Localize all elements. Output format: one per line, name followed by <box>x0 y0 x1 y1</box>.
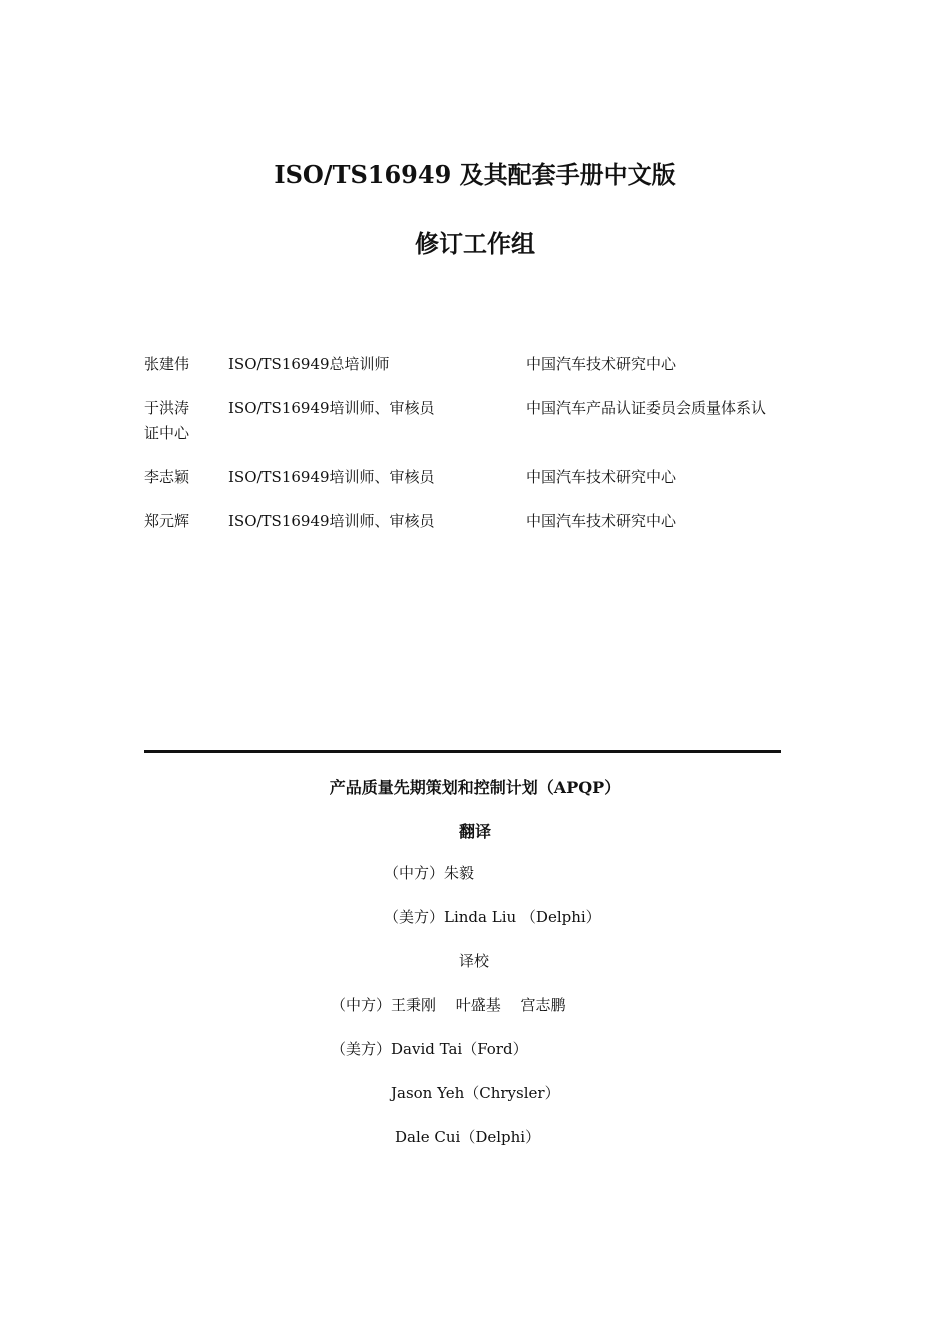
proofreader-line: （美方）David Tai（Ford） <box>331 1040 528 1058</box>
proofreader-line: Jason Yeh（Chrysler） <box>391 1084 560 1102</box>
member-role: ISO/TS16949培训师、审核员 <box>228 399 435 417</box>
document-subtitle: 修订工作组 <box>415 229 535 258</box>
member-organization: 中国汽车产品认证委员会质量体系认 <box>526 399 767 417</box>
member-name: 于洪涛 <box>144 399 190 417</box>
section-divider <box>144 750 781 753</box>
proofread-heading: 译校 <box>459 952 490 970</box>
member-name: 张建伟 <box>144 355 190 373</box>
translator-line: （中方）朱毅 <box>384 864 475 882</box>
proofreader-line: Dale Cui（Delphi） <box>395 1128 541 1146</box>
member-organization: 中国汽车技术研究中心 <box>526 355 677 373</box>
member-name: 郑元辉 <box>144 512 190 530</box>
member-organization-continued: 证中心 <box>144 424 190 442</box>
translator-line: （美方）Linda Liu （Delphi） <box>384 908 601 926</box>
translation-heading: 翻译 <box>458 822 491 841</box>
apqp-title: 产品质量先期策划和控制计划（APQP） <box>329 778 621 797</box>
member-organization: 中国汽车技术研究中心 <box>526 512 677 530</box>
member-organization: 中国汽车技术研究中心 <box>526 468 677 486</box>
proofreader-line: （中方）王秉刚 叶盛基 宫志鹏 <box>331 996 566 1014</box>
member-name: 李志颖 <box>144 468 190 486</box>
document-title: ISO/TS16949 及其配套手册中文版 <box>274 160 676 189</box>
member-role: ISO/TS16949培训师、审核员 <box>228 468 435 486</box>
member-role: ISO/TS16949培训师、审核员 <box>228 512 435 530</box>
member-role: ISO/TS16949总培训师 <box>228 355 390 373</box>
